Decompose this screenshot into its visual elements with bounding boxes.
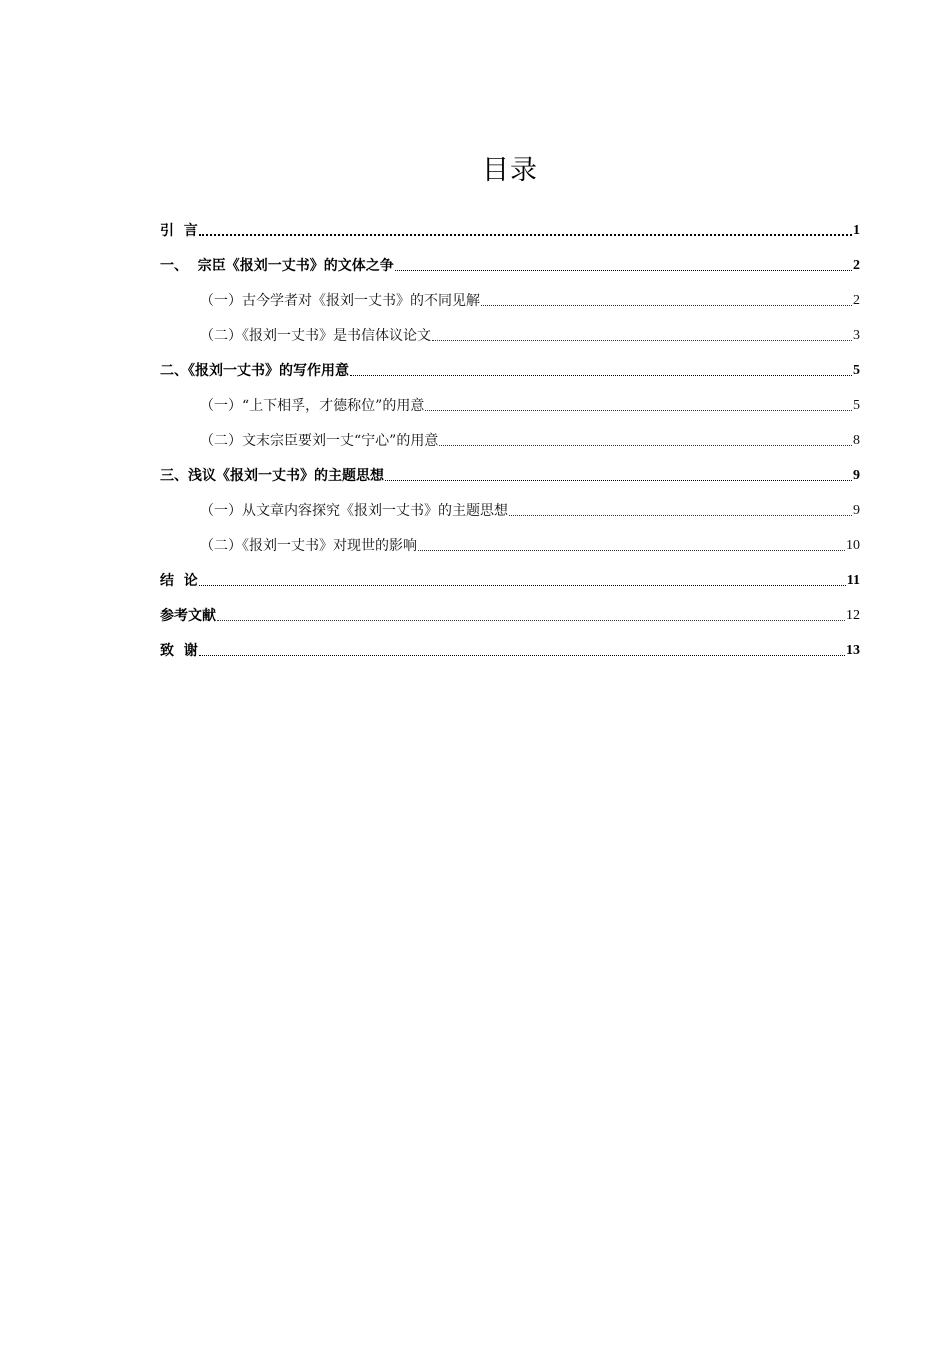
toc-entry-section-3-2[interactable] <box>200 531 860 555</box>
toc-entry-page: 3 <box>853 328 860 343</box>
toc-entry-page: 8 <box>853 433 860 448</box>
toc-entry-text: 三、浅议《报刘一丈书》的主题思想 <box>160 468 384 484</box>
toc-title: 目录 <box>482 155 538 186</box>
toc-entry-page: 2 <box>853 258 860 273</box>
toc-entry-text: （二）《报刘一丈书》是书信体议论文 <box>200 328 431 344</box>
toc-entry-chapter-2[interactable] <box>160 356 860 380</box>
toc-entry-page: 11 <box>846 573 860 588</box>
toc-entry-section-1-1[interactable] <box>200 286 860 310</box>
dot-leader <box>432 322 852 341</box>
toc-entry-section-2-1[interactable] <box>200 391 860 415</box>
toc-entry-text: （二）文末宗臣要刘一丈“宁心”的用意 <box>200 433 439 449</box>
toc-entry-text: （一）从文章内容探究《报刘一丈书》的主题思想 <box>200 503 508 519</box>
toc-entry-text: 引 言 <box>160 223 198 239</box>
toc-entry-text: 一、 宗臣《报刘一丈书》的文体之争 <box>160 258 394 274</box>
toc-entry-page: 9 <box>853 503 860 518</box>
dot-leader <box>199 637 845 656</box>
toc-entry-section-1-2[interactable] <box>200 321 860 345</box>
toc-entry-acknowledgements[interactable] <box>160 636 860 660</box>
dot-leader <box>385 462 852 481</box>
toc-entry-text: 结 论 <box>160 573 198 589</box>
dot-leader <box>439 427 852 446</box>
toc-entry-text: 致 谢 <box>160 643 198 659</box>
toc-entry-page: 2 <box>853 293 860 308</box>
toc-entry-page: 13 <box>846 643 860 658</box>
toc-entry-references[interactable] <box>160 601 860 625</box>
toc-entry-section-3-1[interactable] <box>200 496 860 520</box>
toc-entry-text: （一）古今学者对《报刘一丈书》的不同见解 <box>200 293 480 309</box>
dot-leader <box>217 602 845 621</box>
dot-leader <box>418 532 845 551</box>
toc-entry-text: （二）《报刘一丈书》对现世的影响 <box>200 538 417 554</box>
dot-leader <box>395 252 852 271</box>
toc-entry-page: 10 <box>846 538 860 553</box>
toc-entry-page: 9 <box>853 468 860 483</box>
dot-leader <box>425 392 852 411</box>
toc-entry-page: 5 <box>853 363 860 378</box>
toc-entry-text: （一）“上下相孚，才德称位”的用意 <box>200 398 425 414</box>
toc-entry-intro[interactable] <box>160 216 860 240</box>
dot-leader <box>481 287 852 306</box>
toc-entry-text: 二、《报刘一丈书》的写作用意 <box>160 363 349 379</box>
toc-entry-chapter-3[interactable] <box>160 461 860 485</box>
toc-entry-page: 12 <box>846 608 860 623</box>
toc-entry-conclusion[interactable] <box>160 566 860 590</box>
dot-leader <box>350 357 852 376</box>
dot-leader <box>509 497 852 516</box>
toc-entry-page: 5 <box>853 398 860 413</box>
toc-entry-page: 1 <box>853 223 860 238</box>
toc-entry-chapter-1[interactable] <box>160 251 860 275</box>
toc-entry-section-2-2[interactable] <box>200 426 860 450</box>
toc-entry-text: 参考文献 <box>160 608 216 624</box>
dot-leader <box>199 216 852 236</box>
dot-leader <box>199 567 846 586</box>
